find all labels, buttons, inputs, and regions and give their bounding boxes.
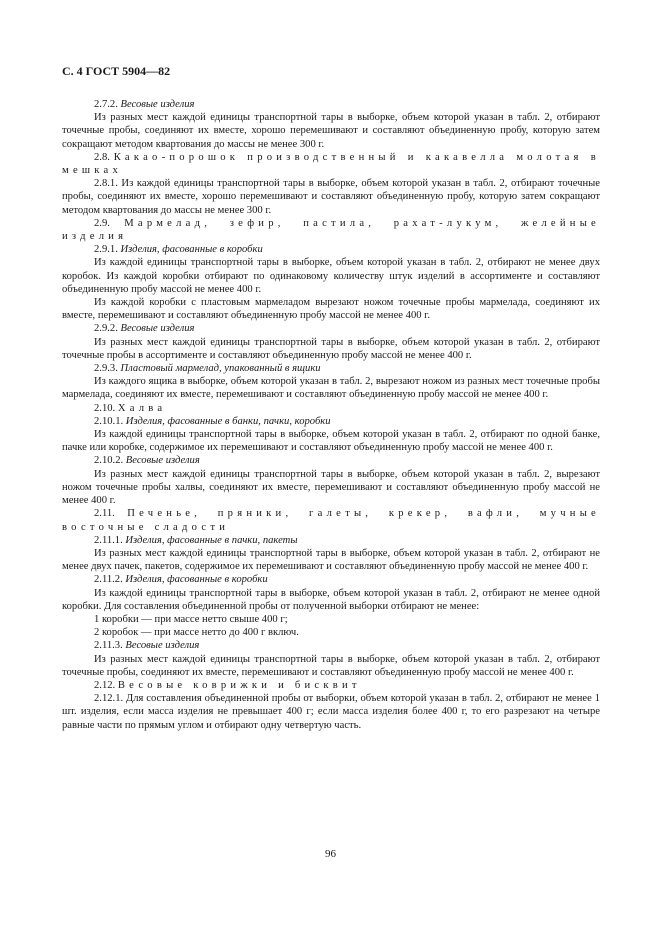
page-header: С. 4 ГОСТ 5904—82 — [62, 64, 171, 78]
section-number: 2.11. — [94, 508, 115, 520]
subsection-title: Изделия, фасованные в коробки — [125, 574, 268, 586]
subsection-title: Весовые изделия — [120, 99, 195, 110]
section-heading — [62, 151, 600, 177]
section-heading — [62, 679, 600, 692]
list-line: 2 коробок — при массе нетто до 400 г включ. — [94, 627, 299, 639]
subsection-heading — [62, 573, 600, 586]
paragraph: Из разных мест каждой единицы транспортной тары в выборке, объем которой указан в табл. 2, отбирают точечные пробы, соединяют их вместе, перемешивают и составляют объединенную пробу массой не менее 400 г. — [62, 653, 600, 678]
subsection-title: Весовые изделия — [120, 323, 195, 335]
subsection-heading — [62, 639, 600, 652]
paragraph: Из каждой единицы транспортной тары в выборке, объем которой указан в табл. 2, отбирают по одной банке, пачке или коробке, содержимое их перемешивают и составляют объединенную пробу массой не менее 400 г. — [62, 429, 600, 454]
subsection-heading — [62, 415, 600, 428]
section-number: 2.12. — [94, 679, 116, 691]
paragraph: Из разных мест каждой единицы транспортной тары в выборке, объем которой указан в табл. 2, отбирают точечные пробы, соединяют их вместе, хорошо перемешивают и составляют объединенную пробу, которую затем сокращают методом квартования до массы не менее 300 г. — [62, 112, 600, 150]
section-title: Весовые коврижки и бисквит — [117, 679, 361, 691]
paragraph: Из разных мест каждой единицы транспортной тары в выборке, объем которой указан в табл. 2, отбирают не менее двух пачек, пакетов, содержимое их перемешивают и составляют объединенную пробу массой не менее 400 г. — [62, 547, 600, 573]
paragraph: Из разных мест каждой единицы транспортной тары в выборке, объем которой указан в табл. 2, отбирают точечные пробы в ассортименте и составляют объединенную пробу массой не менее 400 г. — [62, 336, 600, 361]
section-number: 2.10. — [94, 402, 116, 414]
subsection-number: 2.10.1. — [94, 415, 124, 427]
subsection-number: 2.11.1. — [94, 534, 123, 546]
subsection-title: Изделия, фасованные в пачки, пакеты — [125, 534, 298, 546]
subsection-heading — [62, 322, 600, 335]
document-body — [62, 98, 600, 732]
subsection-number: 2.9.2. — [94, 323, 118, 335]
subsection-title: Изделия, фасованные в коробки — [120, 244, 263, 256]
paragraph: Из каждого ящика в выборке, объем которой указан в табл. 2, вырезают ножом из разных мест точечные пробы мармелада, соединяют их вместе, перемешивают и составляют объединенную пробу массой не менее 400 г. — [62, 376, 600, 401]
page-number: 96 — [325, 848, 336, 860]
section-title: Мармелад, зефир, пастила, рахат-лукум, желейные изделия — [62, 217, 600, 243]
section-number: 2.8. — [94, 151, 110, 163]
paragraph: 2.8.1. Из каждой единицы транспортной тары в выборке, объем которой указан в табл. 2, отбирают точечные пробы, соединяют их вместе, хорошо перемешивают и составляют объединенную пробу, которую затем сокращают методом квартования до массы не менее 300 г. — [62, 178, 600, 216]
paragraph: Из каждой единицы транспортной тары в выборке, объем которой указан в табл. 2, отбирают не менее двух коробок. Из каждой коробки отбирают по одинаковому количеству штук изделий в ассортименте и составляют объединенную пробу массой не менее 400 г. — [62, 257, 600, 295]
subsection-title: Весовые изделия — [125, 640, 200, 652]
subsection-heading — [62, 362, 600, 375]
section-number: 2.9. — [94, 217, 110, 229]
subsection-heading — [62, 98, 600, 111]
paragraph: Из каждой единицы транспортной тары в выборке, объем которой указан в табл. 2, отбирают не менее одной коробки. Для составления объединенной пробы от полученной выборки отбирают не менее: — [62, 587, 600, 612]
paragraph: Из каждой коробки с пластовым мармеладом вырезают ножом точечные пробы мармелада, соединяют их вместе, перемешивают и составляют объединенную пробу массой не менее 400 г. — [62, 297, 600, 322]
subsection-title: Весовые изделия — [125, 455, 200, 467]
section-heading — [62, 402, 600, 415]
section-heading — [62, 217, 600, 243]
section-heading — [62, 507, 600, 533]
subsection-heading — [62, 534, 600, 547]
subsection-heading — [62, 243, 600, 256]
subsection-number: 2.9.3. — [94, 363, 118, 375]
subsection-title: Изделия, фасованные в банки, пачки, коробки — [125, 415, 331, 427]
subsection-number: 2.9.1. — [94, 244, 118, 256]
subsection-number: 2.7.2. — [94, 99, 118, 110]
subsection-heading — [62, 454, 600, 467]
section-title: Халва — [117, 402, 167, 414]
paragraph: 2.12.1. Для составления объединенной пробы от выборки, объем которой указан в табл. 2, отбирают не менее 1 шт. изделия, если масса изделия не превышает 400 г; если масса изделия более 400 г, то его разрезают на четыре равные части по прямым углом и отбирают одну четвертую часть. — [62, 693, 600, 731]
subsection-title: Пластовый мармелад, упакованный в ящики — [120, 363, 321, 375]
section-title: Какао-порошок производственный и какавелла молотая в мешках — [62, 151, 601, 177]
list-line: 1 коробки — при массе нетто свыше 400 г; — [94, 613, 288, 625]
paragraph: Из разных мест каждой единицы транспортной тары в выборке, объем которой указан в табл. 2, вырезают ножом точечные пробы халвы, соединяют их вместе, перемешивают и составляют объединенную пробу массой не менее 400 г. — [62, 468, 600, 507]
subsection-number: 2.11.3. — [94, 640, 123, 652]
section-title: Печенье, пряники, галеты, крекер, вафли, мучные восточные сладости — [62, 508, 600, 533]
subsection-number: 2.11.2. — [94, 574, 123, 586]
subsection-number: 2.10.2. — [94, 455, 124, 467]
